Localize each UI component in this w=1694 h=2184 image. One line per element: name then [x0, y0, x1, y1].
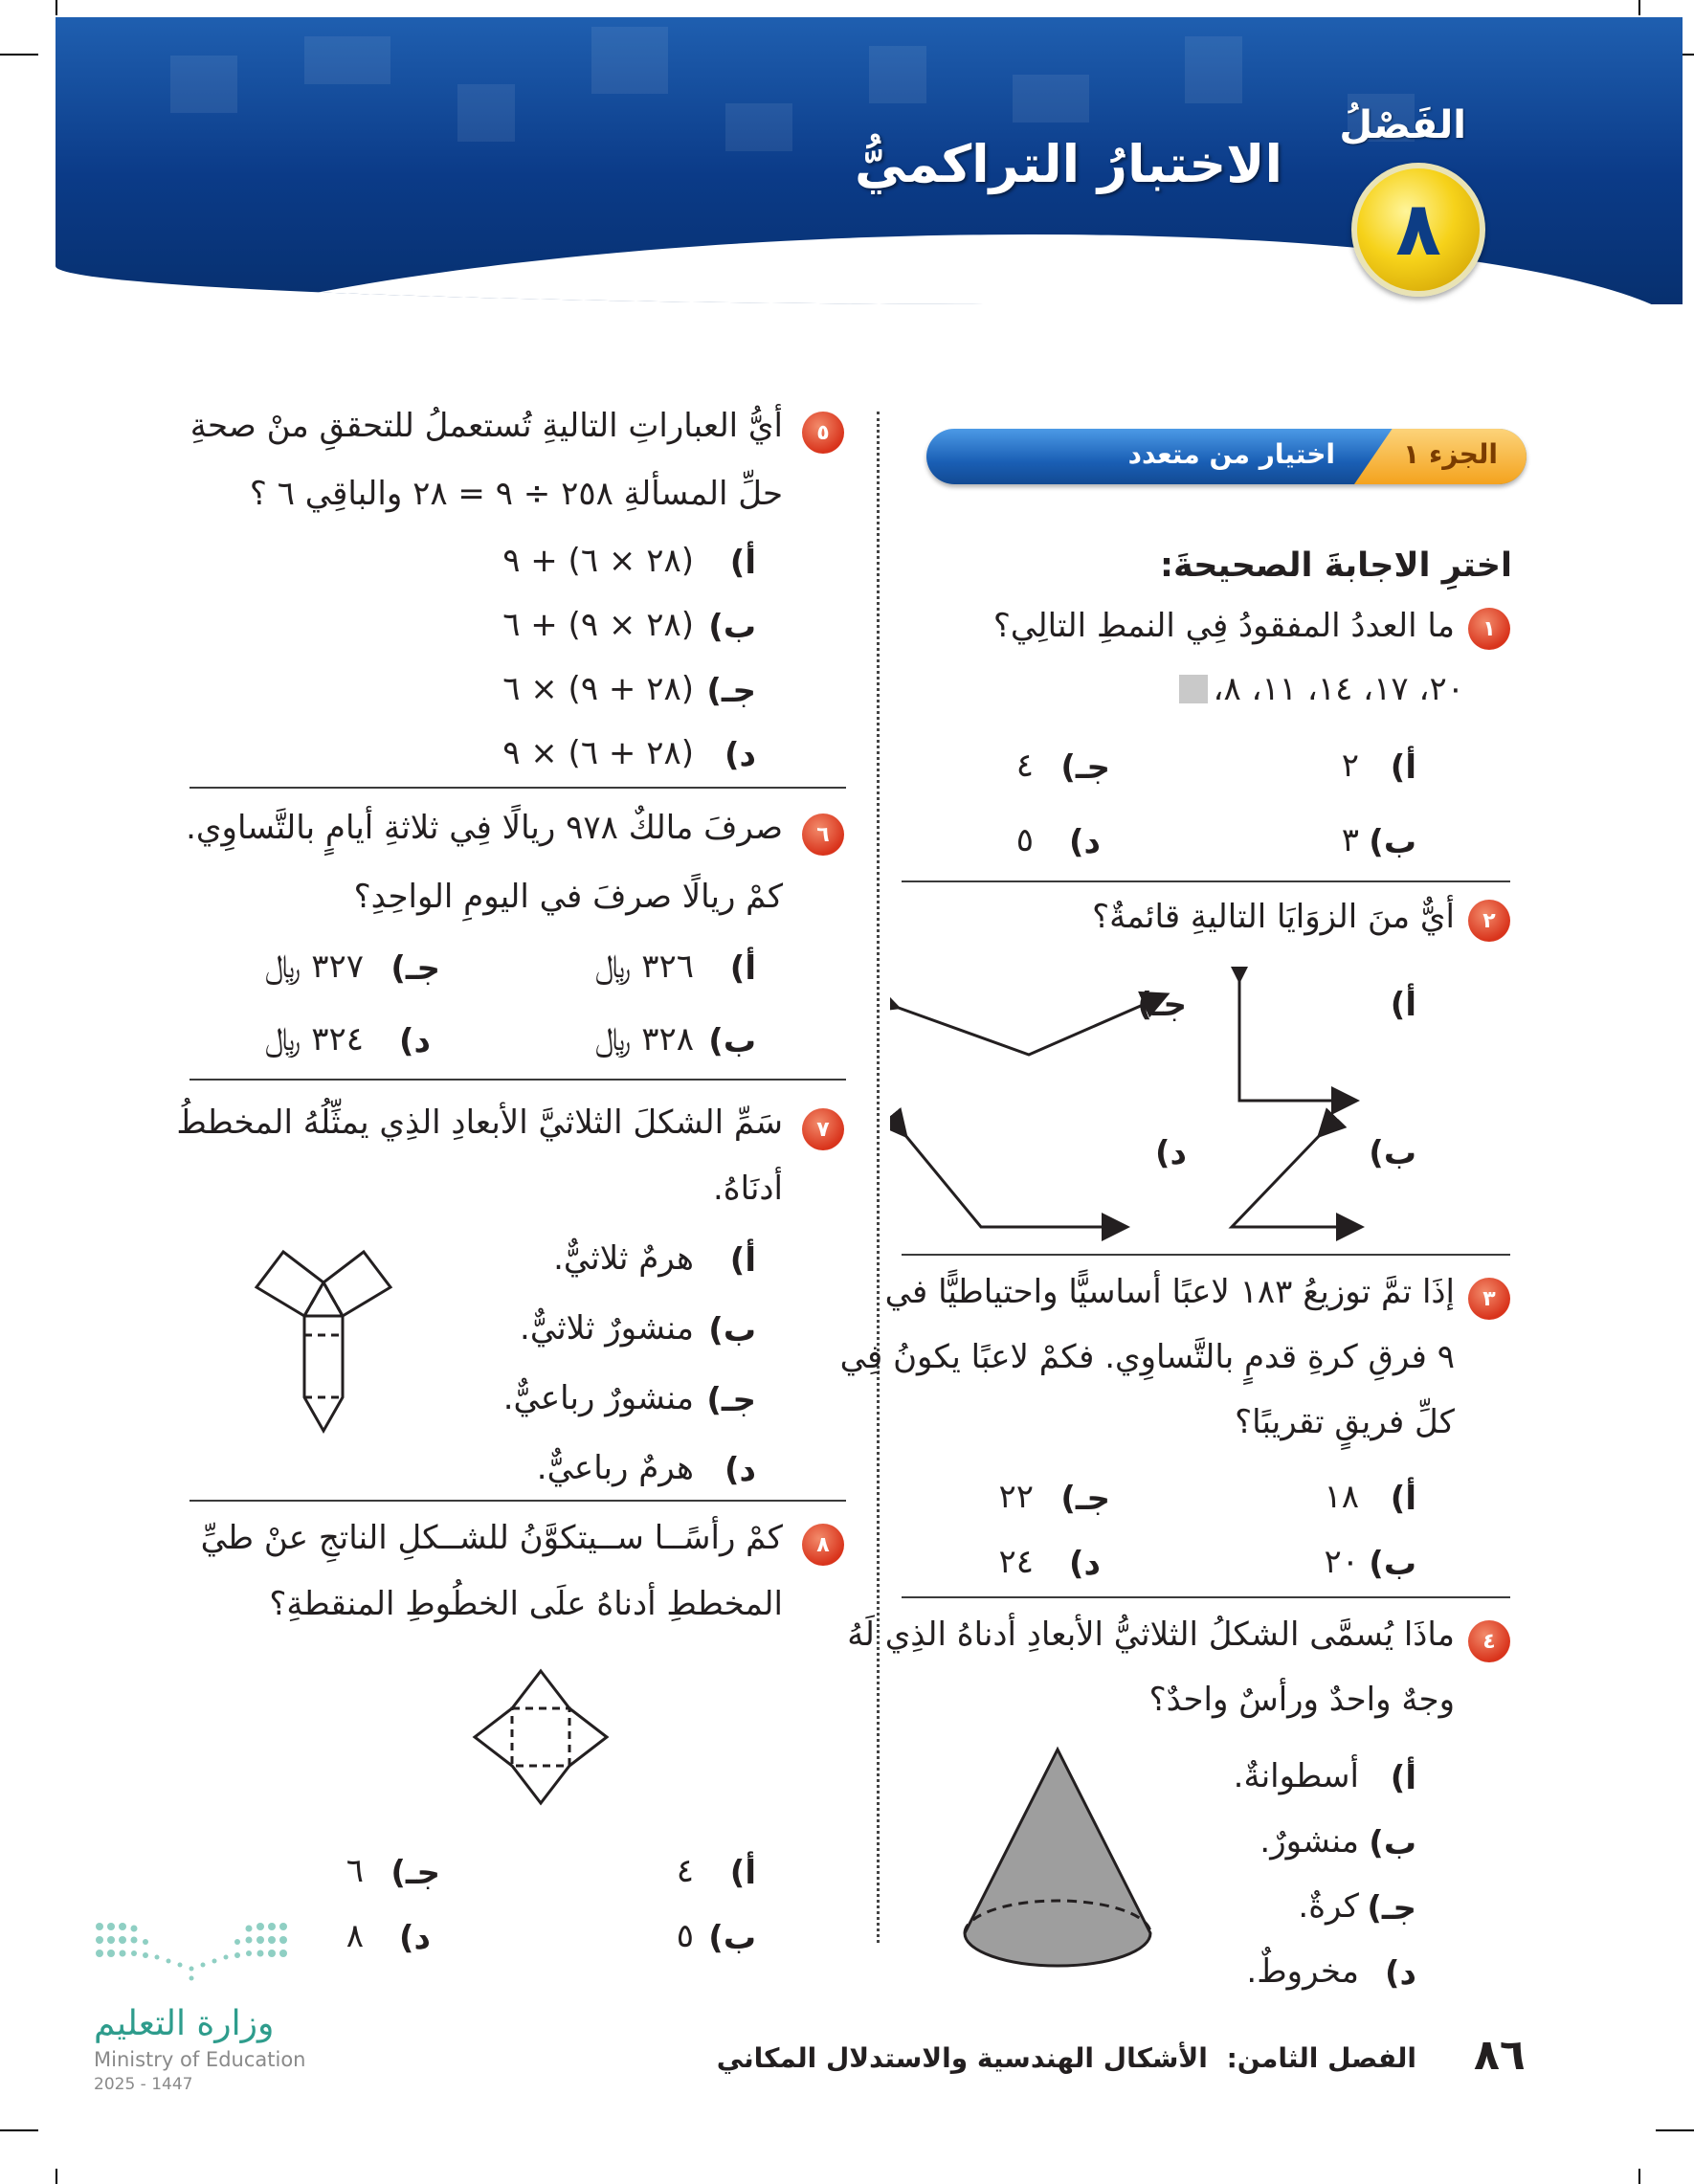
question-text: سَمِّ الشكلَ الثلاثيَّ الأبعادِ الذِي يمثِّلُهُ المخططُ	[176, 1103, 783, 1142]
ministry-name-en: Ministry of Education	[94, 2048, 306, 2071]
separator	[189, 787, 846, 789]
missing-number-box	[1179, 675, 1208, 703]
option-label: أ)	[1390, 1480, 1416, 1518]
option-label: د)	[1385, 1954, 1416, 1993]
question-number: ٨	[802, 1524, 844, 1566]
cone-figure	[957, 1742, 1158, 1991]
footer-chapter	[717, 2042, 1416, 2074]
option-label: ب)	[1369, 823, 1416, 861]
angle-d	[904, 1134, 1125, 1227]
footer-chapter-label: الفصل الثامن:	[1226, 2042, 1416, 2074]
question-text: حلِّ المسألةِ ٢٥٨ ÷ ٩ = ٢٨ والباقِي ٦ ؟	[249, 475, 783, 513]
option-label: أ)	[729, 544, 756, 582]
separator	[902, 880, 1510, 882]
question-text: ماذَا يُسمَّى الشكلُ الثلاثيُّ الأبعادِ أدناهُ الذِي لَهُ	[847, 1616, 1455, 1654]
option-label: ب)	[1369, 1545, 1416, 1583]
separator	[902, 1254, 1510, 1256]
option-value: منشورٌ.	[1259, 1822, 1359, 1861]
option-label: د)	[1155, 1134, 1187, 1172]
column-divider	[877, 412, 880, 1943]
option-label: أ)	[1390, 986, 1416, 1024]
option-label: ب)	[708, 608, 756, 646]
option-value: هرمٌ رباعيٌّ.	[536, 1449, 694, 1487]
option-value: هرمٌ ثلاثيٌّ.	[553, 1239, 694, 1278]
angle-c	[896, 995, 1165, 1055]
option-value: أسطوانةٌ.	[1233, 1757, 1359, 1795]
option-label: جـ)	[1367, 1889, 1416, 1928]
option-label: جـ)	[1060, 1480, 1110, 1518]
option-label: أ)	[729, 1854, 756, 1892]
question-text: أيٌّ منَ الزوَايَا التاليةِ قائمةٌ؟	[1092, 898, 1455, 936]
option-value: مخروطٌ.	[1246, 1952, 1359, 1991]
separator	[189, 1079, 846, 1081]
option-label: ب)	[708, 1311, 756, 1349]
option-value: ٣٢٤ ﷼	[264, 1020, 364, 1059]
option-value: كرةٌ.	[1298, 1887, 1359, 1926]
option-label: جـ)	[706, 672, 756, 710]
question-text: ٩ فرقِ كرةِ قدمٍ بالتَّساوِي. فكمْ لاعبًا يكونُ فِي	[839, 1338, 1455, 1376]
option-label: ب)	[708, 1022, 756, 1060]
angle-b	[1232, 1134, 1359, 1227]
option-value: ٣٢٨ ﷼	[594, 1020, 694, 1059]
chapter-label: الفَصْلُ	[1339, 103, 1466, 147]
question-text: إذَا تمَّ توزيعُ ١٨٣ لاعبًا أساسيًّا واحتياطيًّا في	[884, 1273, 1455, 1311]
option-label: جـ)	[1060, 748, 1110, 787]
option-label: د)	[1069, 823, 1101, 861]
pattern-row	[1179, 670, 1465, 709]
option-value: (٢٨ × ٩) + ٦	[502, 606, 694, 644]
question-number: ١	[1468, 608, 1510, 650]
part-label: الجزء ١	[1403, 438, 1498, 470]
option-label: د)	[724, 1451, 756, 1489]
question-text: كمْ رأسًــا ســيتكوَّنُ للشــكلِ الناتجِ عنْ طيِّ	[200, 1519, 783, 1557]
instruction: اخترِ الاجابةَ الصحيحةَ:	[1159, 546, 1512, 585]
crop-mark	[1638, 0, 1640, 15]
option-label: د)	[399, 1022, 431, 1060]
option-label: د)	[724, 736, 756, 774]
question-text: أيُّ العباراتِ التاليةِ تُستعملُ للتحققِ منْ صحةِ	[189, 407, 783, 445]
question-text: وجهٌ واحدٌ ورأسٌ واحدٌ؟	[1148, 1681, 1455, 1719]
triangular-prism-net	[237, 1244, 410, 1445]
option-value: ٨	[345, 1917, 364, 1955]
crop-mark	[56, 2169, 57, 2184]
option-value: ١٨	[1324, 1478, 1359, 1516]
angle-a	[1239, 978, 1354, 1101]
crop-mark	[1656, 2129, 1694, 2131]
chapter-number-badge	[1351, 163, 1485, 297]
option-value: منشورٌ رباعيٌّ.	[502, 1379, 694, 1417]
question-number: ٤	[1468, 1620, 1510, 1662]
question-number: ٢	[1468, 900, 1510, 942]
option-label: جـ)	[390, 949, 440, 988]
option-label: أ)	[729, 1241, 756, 1280]
question-text: أدنَاهُ.	[712, 1170, 783, 1208]
ministry-name-ar: وزارة التعليم	[94, 2004, 275, 2043]
option-value: ٢	[1341, 747, 1359, 785]
option-label: أ)	[1390, 748, 1416, 787]
ministry-logo-dots	[92, 1919, 302, 1986]
question-number: ٣	[1468, 1278, 1510, 1320]
option-value: ٣٢٦ ﷼	[594, 947, 694, 986]
question-text: صرفَ مالكٌ ٩٧٨ ريالًا فِي ثلاثةِ أيامٍ بالتَّساوِي.	[186, 809, 783, 847]
ministry-year: 2025 - 1447	[94, 2075, 193, 2094]
question-text: ما العددُ المفقودُ فِي النمطِ التالِي؟	[992, 607, 1455, 645]
option-value: ٥	[1015, 821, 1034, 859]
option-value: منشورٌ ثلاثيٌّ.	[520, 1309, 694, 1348]
part-title: اختيار من متعدد	[1127, 438, 1335, 470]
option-label: أ)	[1390, 1759, 1416, 1797]
crop-mark	[0, 2129, 38, 2131]
option-label: ب)	[1369, 1134, 1416, 1172]
option-label: جـ)	[1137, 986, 1187, 1024]
option-label: أ)	[729, 949, 756, 988]
angle-diagrams	[890, 967, 1407, 1244]
option-label: ب)	[708, 1919, 756, 1957]
option-value: ٣	[1341, 821, 1359, 859]
page-number: ٨٦	[1474, 2031, 1526, 2080]
crop-mark	[0, 54, 38, 56]
question-text: كمْ ريالًا صرفَ في اليومِ الواحِدِ؟	[353, 878, 783, 916]
option-value: ٢٢	[998, 1478, 1034, 1516]
option-value: ٥	[676, 1917, 694, 1955]
option-value: ٦	[345, 1852, 364, 1890]
option-label: جـ)	[390, 1854, 440, 1892]
option-value: (٢٨ + ٦) × ٩	[502, 734, 694, 772]
question-number: ٥	[802, 412, 844, 454]
option-value: ٢٠	[1324, 1543, 1359, 1581]
question-number: ٧	[802, 1108, 844, 1150]
crop-mark	[56, 0, 57, 15]
option-label: ب)	[1369, 1824, 1416, 1862]
option-value: (٢٨ × ٦) + ٩	[502, 542, 694, 580]
option-value: ٢٤	[998, 1543, 1034, 1581]
chapter-number: ٨	[1395, 187, 1441, 273]
separator	[902, 1596, 1510, 1598]
footer-chapter-title: الأشكال الهندسية والاستدلال المكاني	[716, 2042, 1208, 2074]
part-banner	[926, 429, 1527, 484]
separator	[189, 1500, 846, 1502]
question-text: المخططِ أدناهُ علَى الخطُوطِ المنقطةِ؟	[269, 1585, 783, 1623]
option-value: (٢٨ + ٩) × ٦	[502, 670, 694, 708]
pattern-text: ٢٠، ١٧، ١٤، ١١، ٨،	[1213, 670, 1464, 708]
option-label: د)	[399, 1919, 431, 1957]
question-text: كلِّ فريقٍ تقريبًا؟	[1235, 1403, 1455, 1441]
option-value: ٣٢٧ ﷼	[264, 947, 364, 986]
square-pyramid-net	[469, 1665, 613, 1809]
option-value: ٤	[1015, 747, 1034, 785]
option-label: د)	[1069, 1545, 1101, 1583]
option-label: جـ)	[706, 1381, 756, 1419]
question-number: ٦	[802, 813, 844, 856]
option-value: ٤	[676, 1852, 694, 1890]
page-title: الاختبارُ التراكميُّ	[854, 134, 1282, 194]
crop-mark	[1638, 2169, 1640, 2184]
